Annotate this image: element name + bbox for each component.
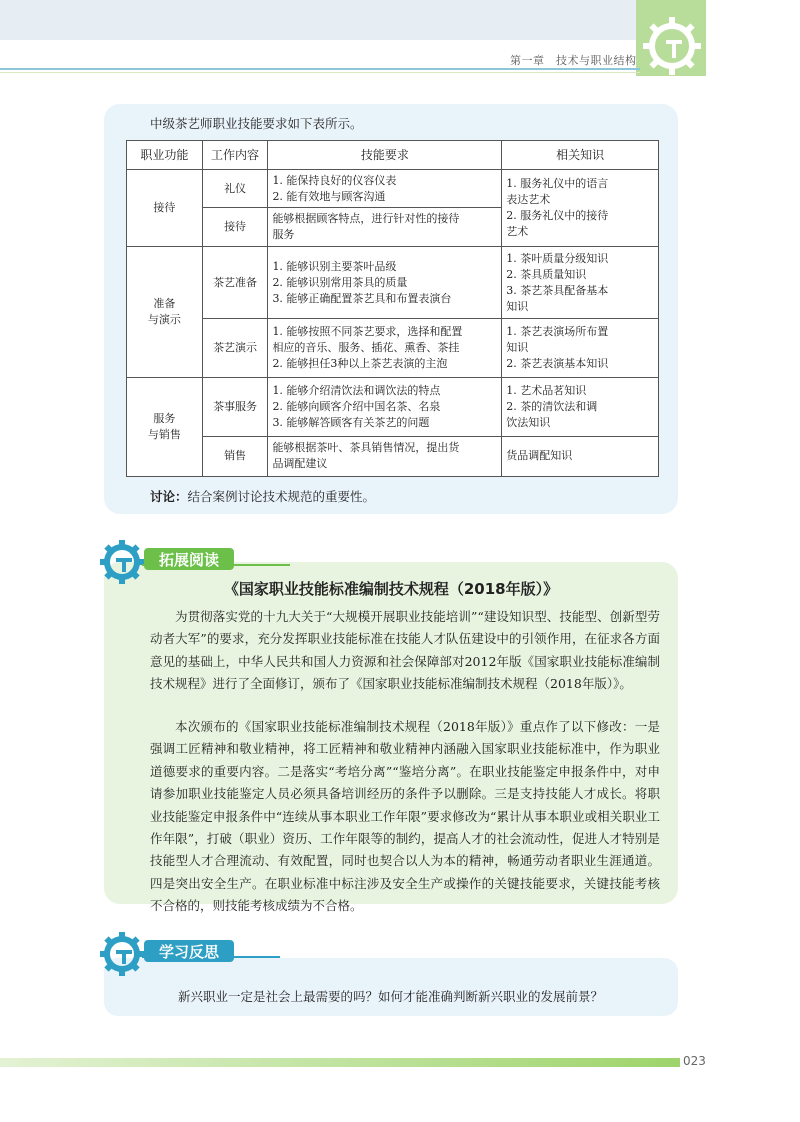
function-label: 服务 bbox=[153, 412, 176, 425]
skills-cell bbox=[268, 319, 502, 378]
skill-line: 1. 能够识别主要茶叶品级 bbox=[272, 259, 397, 273]
skill-line: 相应的音乐、服务、插花、熏香、茶挂 bbox=[272, 341, 460, 355]
header-work: 工作内容 bbox=[202, 141, 268, 170]
knowledge-cell bbox=[502, 170, 659, 247]
discussion-text: 结合案例讨论技术规范的重要性。 bbox=[187, 489, 376, 504]
extended-reading-paragraph: 本次颁布的《国家职业技能标准编制技术规程（2018年版）》重点作了以下修改：一是强调工匠精神和敬业精神，将工匠精神和敬业精神内涵融入国家职业技能标准中，作为职业道德要求的重要内容。二是落实“考培分离”“鉴培分离”。在职业技能鉴定申报条件中，对申请参加职业技能鉴定人员必须具备培训经历的条件予以删除。三是支持技能人才成长。将职业技能鉴定申报条件中“连续从事本职业工作年限”要求修改为“累计从事本职业或相关职业工作年限”，打破（职业）资历、工作年限等的制约，提高人才的社会流动性，促进人才特别是技能型人才合理流动、有效配置，同时也契合以人为本的精神，畅通劳动者职业生涯通道。四是突出安全生产。在职业标准中标注涉及安全生产或操作的关键技能要求，关键技能考核不合格的，则技能考核成绩为不合格。 bbox=[150, 719, 660, 914]
reflection-badge bbox=[100, 930, 280, 978]
work-cell: 接待 bbox=[202, 208, 268, 246]
knowledge-cell bbox=[502, 319, 659, 378]
header-bar bbox=[0, 0, 640, 40]
reflection-badge-text: 学习反思 bbox=[158, 943, 220, 961]
extended-reading-badge-text: 拓展阅读 bbox=[158, 551, 220, 569]
skill-line: 服务 bbox=[272, 228, 295, 242]
skills-cell bbox=[268, 208, 502, 246]
skill-line: 能够根据茶叶、茶具销售情况，提出货 bbox=[272, 441, 460, 455]
knowledge-line: 1. 服务礼仪中的语言 bbox=[506, 176, 609, 190]
function-label: 与演示 bbox=[147, 312, 181, 326]
knowledge-line: 2. 茶的清饮法和调 bbox=[506, 399, 598, 413]
knowledge-cell bbox=[502, 246, 659, 319]
function-label: 与销售 bbox=[147, 428, 181, 441]
table-row bbox=[127, 319, 659, 378]
header-skills: 技能要求 bbox=[268, 141, 502, 170]
skills-cell bbox=[268, 170, 502, 208]
skills-cell bbox=[268, 246, 502, 319]
header-knowledge: 相关知识 bbox=[502, 141, 659, 170]
knowledge-line: 表达艺术 bbox=[506, 192, 551, 206]
table-intro: 中级茶艺师职业技能要求如下表所示。 bbox=[150, 116, 363, 131]
knowledge-cell bbox=[502, 378, 659, 437]
table-row bbox=[127, 246, 659, 319]
function-cell bbox=[127, 378, 203, 477]
work-cell: 茶事服务 bbox=[202, 378, 268, 437]
work-cell: 茶艺演示 bbox=[202, 319, 268, 378]
skill-line: 2. 能够向顾客介绍中国名茶、名泉 bbox=[272, 399, 441, 413]
page-number: 023 bbox=[683, 1054, 706, 1068]
gear-question-icon bbox=[100, 932, 144, 976]
chapter-title: 第一章 技术与职业结构 bbox=[510, 54, 637, 67]
knowledge-line: 1. 茶艺表演场所布置 bbox=[506, 325, 609, 339]
knowledge-line: 货品调配知识 bbox=[506, 449, 573, 463]
skills-cell bbox=[268, 436, 502, 476]
knowledge-line: 2. 服务礼仪中的接待 bbox=[506, 208, 609, 222]
table-row bbox=[127, 378, 659, 437]
knowledge-line: 1. 艺术品茗知识 bbox=[506, 383, 587, 397]
header-divider bbox=[0, 68, 640, 70]
table-row bbox=[127, 436, 659, 476]
skill-line: 2. 能有效地与顾客沟通 bbox=[272, 189, 386, 203]
discussion-line bbox=[150, 487, 375, 505]
header-divider-light bbox=[0, 72, 640, 73]
function-label: 准备 bbox=[153, 296, 176, 310]
knowledge-line: 饮法知识 bbox=[506, 415, 551, 429]
skill-line: 3. 能够正确配置茶艺具和布置表演台 bbox=[272, 291, 452, 305]
extended-reading-paragraph: 为贯彻落实党的十九大关于“大规模开展职业技能培训”“建设知识型、技能型、创新型劳动者大军”的要求，充分发挥职业技能标准在技能人才队伍建设中的引领作用，在征求各方面意见的基础上，中华人民共和国人力资源和社会保障部对2012年版《国家职业技能标准编制技术规程》进行了全面修订，颁布了《国家职业技能标准编制技术规程（2018年版）》。 bbox=[150, 609, 660, 692]
knowledge-line: 1. 茶叶质量分级知识 bbox=[506, 251, 609, 265]
extended-reading-title: 《国家职业技能标准编制技术规程（2018年版）》 bbox=[223, 580, 559, 598]
skill-line: 2. 能够担任3种以上茶艺表演的主泡 bbox=[272, 357, 448, 371]
work-cell: 礼仪 bbox=[202, 170, 268, 208]
skill-line: 1. 能保持良好的仪容仪表 bbox=[272, 173, 397, 187]
reflection-question: 新兴职业一定是社会上最需要的吗？如何才能准确判断新兴职业的发展前景？ bbox=[178, 989, 604, 1004]
skills-cell bbox=[268, 378, 502, 437]
footer-bar bbox=[0, 1058, 680, 1067]
skill-line: 能够根据顾客特点，进行针对性的接待 bbox=[272, 212, 460, 226]
skills-table bbox=[126, 140, 659, 477]
skill-line: 1. 能够按照不同茶艺要求，选择和配置 bbox=[272, 325, 463, 339]
table-header-row bbox=[127, 141, 659, 170]
gear-logo-icon bbox=[636, 0, 706, 76]
knowledge-line: 3. 茶艺茶具配备基本 bbox=[506, 283, 609, 297]
skill-line: 2. 能够识别常用茶具的质量 bbox=[272, 275, 408, 289]
skill-line: 1. 能够介绍清饮法和调饮法的特点 bbox=[272, 383, 441, 397]
function-cell bbox=[127, 170, 203, 247]
function-cell bbox=[127, 246, 203, 377]
knowledge-line: 知识 bbox=[506, 341, 529, 355]
skill-line: 3. 能够解答顾客有关茶艺的问题 bbox=[272, 415, 430, 429]
header-function: 职业功能 bbox=[127, 141, 203, 170]
knowledge-line: 2. 茶艺表演基本知识 bbox=[506, 357, 609, 371]
work-cell: 销售 bbox=[202, 436, 268, 476]
knowledge-cell bbox=[502, 436, 659, 476]
knowledge-line: 知识 bbox=[506, 299, 529, 313]
skill-line: 品调配建议 bbox=[272, 457, 328, 471]
discussion-label: 讨论： bbox=[150, 489, 188, 504]
function-label: 接待 bbox=[153, 200, 176, 214]
knowledge-line: 2. 茶具质量知识 bbox=[506, 267, 587, 281]
table-row bbox=[127, 170, 659, 208]
knowledge-line: 艺术 bbox=[506, 224, 529, 238]
work-cell: 茶艺准备 bbox=[202, 246, 268, 319]
